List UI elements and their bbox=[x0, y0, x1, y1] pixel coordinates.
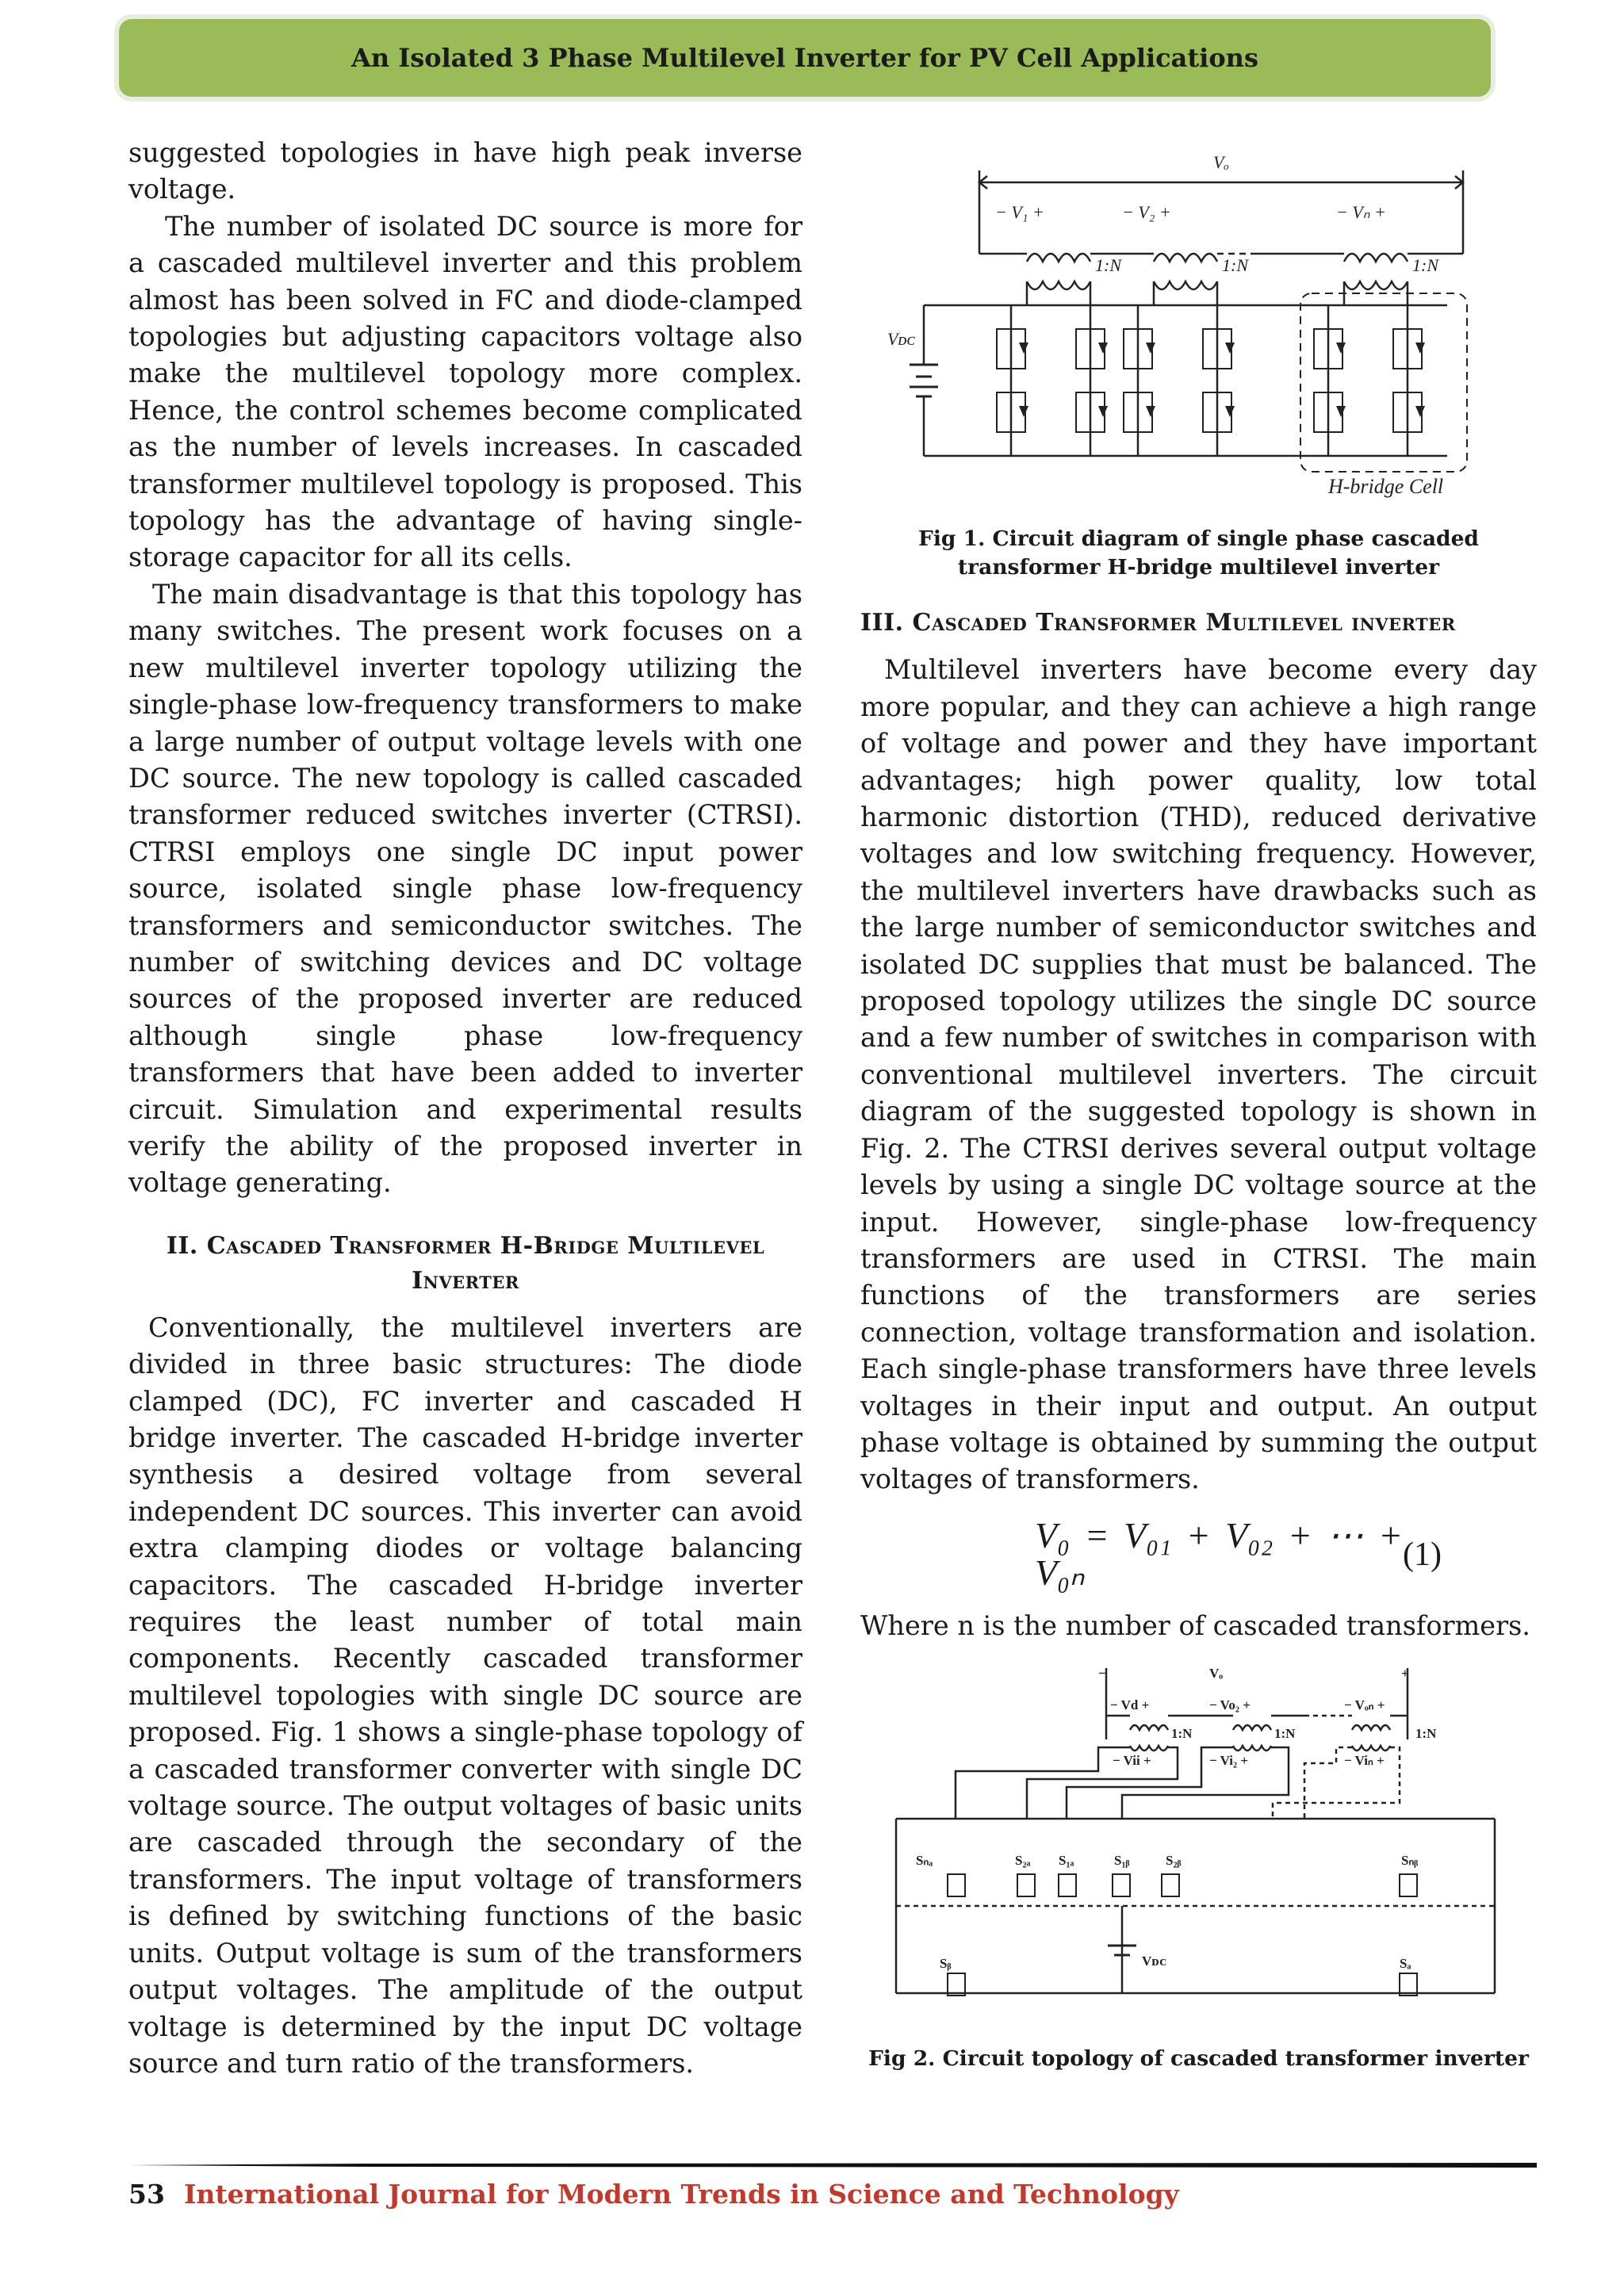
paragraph: Conventionally, the multilevel inverters are divided in three basic structures: The diode clamped (DC), FC inverter and cascaded H bridge inverter. The cascaded H-bridge inverter synthesis a desired voltage from several independent DC sources. This inverter can avoid extra clamping diodes or voltage balancing capacitors. The cascaded H-bridge inverter requires the least number of total main components. Recently cascaded transformer multilevel topologies with single DC source are proposed. Fig. 1 shows a single-phase topology of a cascaded transformer converter with single DC voltage source. The output voltages of basic units are cascaded through the secondary of the transformers. The input voltage of transformers is defined by switching functions of the basic units. Output voltage is sum of the transformers output voltages. The amplitude of the output voltage is determined by the input DC voltage source and turn ratio of the transformers. bbox=[128, 1311, 802, 2079]
page-number: 53 bbox=[128, 2178, 165, 2210]
figure-2 bbox=[860, 1660, 1537, 2072]
fig2-label-plus: + bbox=[1401, 1666, 1409, 1682]
fig2-label-sna: Sₙₐ bbox=[916, 1853, 933, 1869]
switch-legs bbox=[1011, 305, 1408, 456]
paragraph: Where n is the number of cascaded transformers. bbox=[860, 1609, 1530, 1641]
equation-number: (1) bbox=[1403, 1536, 1442, 1573]
paragraph: The main disadvantage is that this topology has many switches. The present work focuses on a new multilevel inverter topology utilizing the single-phase low-frequency transformers to make a large number of output voltage levels with one DC source. The new topology is called cascaded transformer reduced switches inverter (CTRSI). CTRSI employs one single DC input power source, isolated single phase low-frequency transformers and semiconductor switches. The number of switching devices and DC voltage sources of the proposed inverter are reduced although single phase low-frequency transformers that have been added to inverter circuit. Simulation and experimental results verify the ability of the proposed inverter in voltage generating. bbox=[128, 578, 802, 1199]
running-header bbox=[119, 19, 1491, 97]
fig1-label-ratio: 1:N bbox=[1412, 255, 1438, 275]
left-column bbox=[128, 135, 802, 2082]
fig2-label-s1a: S₁ₐ bbox=[1059, 1853, 1074, 1869]
fig1-label-v1: − V₁ + bbox=[995, 202, 1044, 222]
fig2-label-sa: Sₐ bbox=[1400, 1956, 1411, 1972]
paragraph: suggested topologies in have high peak inverse voltage. bbox=[128, 137, 802, 205]
fig1-label-v2: − V₂ + bbox=[1122, 202, 1171, 222]
paragraph: Multilevel inverters have become every day more popular, and they can achieve a high range of voltage and power and they have important advantages; high power quality, low total harmonic distortion (THD), reduced derivative voltages and low switching frequency. However, the multilevel inverters have drawbacks such as the large number of semiconductor switches and isolated DC supplies that must be balanced. The proposed topology utilizes the single DC source and a few number of switches in comparison with conventional multilevel inverters. The circuit diagram of the suggested topology is shown in Fig. 2. The CTRSI derives several output voltage levels by using a single DC voltage source at the input. However, single-phase low-frequency transformers are used in CTRSI. The main functions of the transformers are series connection, voltage transformation and isolation. Each single-phase transformers have three levels voltages in their input and output. An output phase voltage is obtained by summing the output voltages of transformers. bbox=[860, 654, 1537, 1495]
fig2-label-tn-top: − Vₒₙ + bbox=[1344, 1697, 1385, 1713]
paragraph: The number of isolated DC source is more for a cascaded multilevel inverter and this problem almost has been solved in FC and diode-clamped topologies but adjusting capacitors voltage also make the multilevel topology more complex. Hence, the control schemes become complicated as the number of levels increases. In cascaded transformer multilevel topology is proposed. This topology has the advantage of having single-storage capacitor for all its cells. bbox=[128, 210, 802, 573]
fig2-label-ratio: 1:N bbox=[1415, 1726, 1437, 1742]
fig1-label-ratio: 1:N bbox=[1095, 255, 1121, 275]
fig1-circuit-diagram bbox=[860, 135, 1537, 515]
journal-name: International Journal for Modern Trends in Science and Technology bbox=[183, 2178, 1179, 2210]
figure-1 bbox=[860, 135, 1537, 582]
fig2-circuit-diagram bbox=[860, 1660, 1537, 2033]
section-heading: III. Cascaded Transformer Multilevel inverter bbox=[860, 609, 1456, 637]
fig2-label-s2a: S₂ₐ bbox=[1015, 1853, 1031, 1869]
figure-caption: Fig 2. Circuit topology of cascaded transformer inverter bbox=[868, 2045, 1529, 2071]
fig2-label-t1-bot: − Vii + bbox=[1113, 1753, 1151, 1769]
fig2-label-t1-top: − Vd + bbox=[1110, 1697, 1150, 1713]
fig2-label-vo: Vₒ bbox=[1209, 1666, 1224, 1682]
fig2-label-s1b: S₁ᵦ bbox=[1114, 1853, 1130, 1869]
fig1-label-vo: Vₒ bbox=[1213, 152, 1229, 172]
fig2-label-tn-bot: − Viₙ + bbox=[1344, 1753, 1385, 1769]
fig2-label-vdc: Vᴅᴄ bbox=[1142, 1954, 1166, 1969]
fig1-label-cell: H-bridge Cell bbox=[1328, 475, 1444, 498]
fig2-label-minus: − bbox=[1098, 1666, 1106, 1682]
fig2-label-ratio: 1:N bbox=[1274, 1726, 1296, 1742]
figure-caption: Fig 1. Circuit diagram of single phase cascaded transformer H-bridge multilevel inverter bbox=[918, 526, 1479, 580]
fig2-label-t2-bot: − Vi₂ + bbox=[1209, 1753, 1249, 1769]
fig1-label-vdc: Vᴅᴄ bbox=[887, 329, 915, 349]
page-footer bbox=[128, 2174, 1179, 2214]
footer-rule bbox=[128, 2163, 1537, 2168]
section-heading: II. Cascaded Transformer H-Bridge Multilevel Inverter bbox=[166, 1231, 765, 1295]
fig2-label-t2-top: − Vo₂ + bbox=[1209, 1697, 1251, 1713]
equation-1 bbox=[860, 1511, 1537, 1598]
header-title: An Isolated 3 Phase Multilevel Inverter for PV Cell Applications bbox=[351, 43, 1258, 73]
equation-expression: V₀ = V₀₁ + V₀₂ + ⋯ + V₀ₙ bbox=[1035, 1515, 1404, 1593]
fig2-label-ratio: 1:N bbox=[1171, 1726, 1193, 1742]
fig2-label-snb: Sₙᵦ bbox=[1401, 1853, 1419, 1869]
fig1-label-vn: − Vₙ + bbox=[1336, 202, 1386, 222]
fig1-label-ratio: 1:N bbox=[1222, 255, 1248, 275]
fig2-label-s2b: S₂ᵦ bbox=[1166, 1853, 1182, 1869]
right-column bbox=[860, 135, 1537, 2073]
fig2-label-sb: Sᵦ bbox=[940, 1956, 952, 1972]
